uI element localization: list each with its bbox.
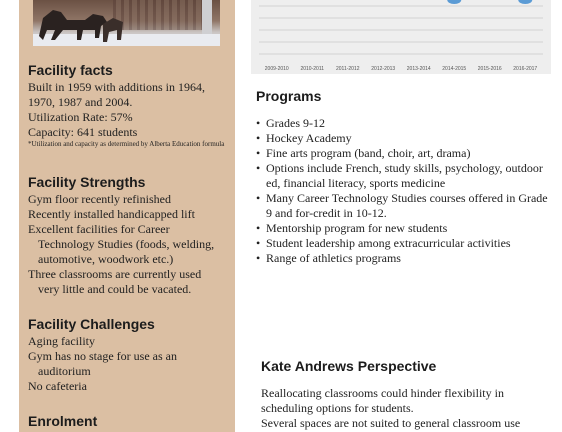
challenges-line: Aging facility: [28, 334, 95, 348]
strengths-line: Recently installed handicapped lift: [28, 207, 195, 221]
facts-line: Utilization Rate: 57%: [28, 110, 133, 124]
chart-x-tick-label: 2009-2010: [264, 66, 289, 72]
facility-facts-heading: Facility facts: [28, 62, 113, 78]
chart-x-tick-label: 2010-2011: [300, 66, 325, 72]
chart-x-tick-label: 2016-2017: [513, 66, 538, 72]
strengths-line: Gym floor recently refinished: [28, 192, 171, 206]
chart-x-tick-label: 2015-2016: [477, 66, 502, 72]
enrolment-chart-svg: [251, 0, 551, 74]
facility-strengths-text: [28, 192, 228, 297]
facts-line: Built in 1959 with additions in 1964,: [28, 80, 206, 94]
facts-footnote: *Utilization and capacity as determined by Alberta Education formula: [28, 140, 225, 148]
perspective-line: Several spaces are not suited to general classroom use: [261, 416, 521, 430]
chart-data-point: [518, 0, 532, 4]
facility-challenges-text: [28, 334, 228, 394]
facility-challenges-heading: Facility Challenges: [28, 316, 155, 332]
program-item: • Many Career Technology Studies courses offered in Grade 9 and for-credit in 10-12.: [256, 191, 556, 221]
challenges-line: Gym has no stage for use as an: [28, 349, 177, 363]
strengths-line: Technology Studies (foods, welding,: [38, 237, 215, 251]
dog-sculpture-silhouette: [33, 0, 220, 46]
enrolment-heading: Enrolment: [28, 413, 98, 429]
perspective-line: scheduling options for students.: [261, 401, 414, 415]
perspective-line: Reallocating classrooms could hinder flexibility in: [261, 386, 504, 400]
strengths-line: very little and could be vacated.: [38, 282, 192, 296]
programs-heading: Programs: [256, 88, 322, 104]
program-item: • Student leadership among extracurricular activities: [256, 236, 556, 251]
program-item: • Mentorship program for new students: [256, 221, 556, 236]
chart-x-tick-label: 2013-2014: [406, 66, 431, 72]
program-item: • Options include French, study skills, psychology, outdoor ed, financial literacy, sports medicine: [256, 161, 556, 191]
facts-line: Capacity: 641 students: [28, 125, 138, 139]
programs-list: [256, 116, 556, 266]
perspective-text: [261, 386, 557, 431]
program-item: • Grades 9-12: [256, 116, 556, 131]
strengths-line: Three classrooms are currently used: [28, 267, 202, 281]
program-item: • Hockey Academy: [256, 131, 556, 146]
facility-facts-text: [28, 80, 228, 149]
challenges-line: auditorium: [38, 364, 91, 378]
challenges-line: No cafeteria: [28, 379, 87, 393]
perspective-heading: Kate Andrews Perspective: [261, 358, 437, 374]
facts-line: 1970, 1987 and 2004.: [28, 95, 133, 109]
strengths-line: Excellent facilities for Career: [28, 222, 170, 236]
chart-x-tick-label: 2012-2013: [371, 66, 396, 72]
chart-x-tick-label: 2014-2015: [442, 66, 467, 72]
school-yard-photo: [33, 0, 220, 46]
chart-x-tick-label: 2011-2012: [335, 66, 360, 72]
strengths-line: automotive, woodwork etc.): [38, 252, 174, 266]
chart-data-point: [447, 0, 461, 4]
enrolment-chart: [251, 0, 551, 74]
program-item: • Fine arts program (band, choir, art, drama): [256, 146, 556, 161]
program-item: • Range of athletics programs: [256, 251, 556, 266]
facility-strengths-heading: Facility Strengths: [28, 174, 146, 190]
